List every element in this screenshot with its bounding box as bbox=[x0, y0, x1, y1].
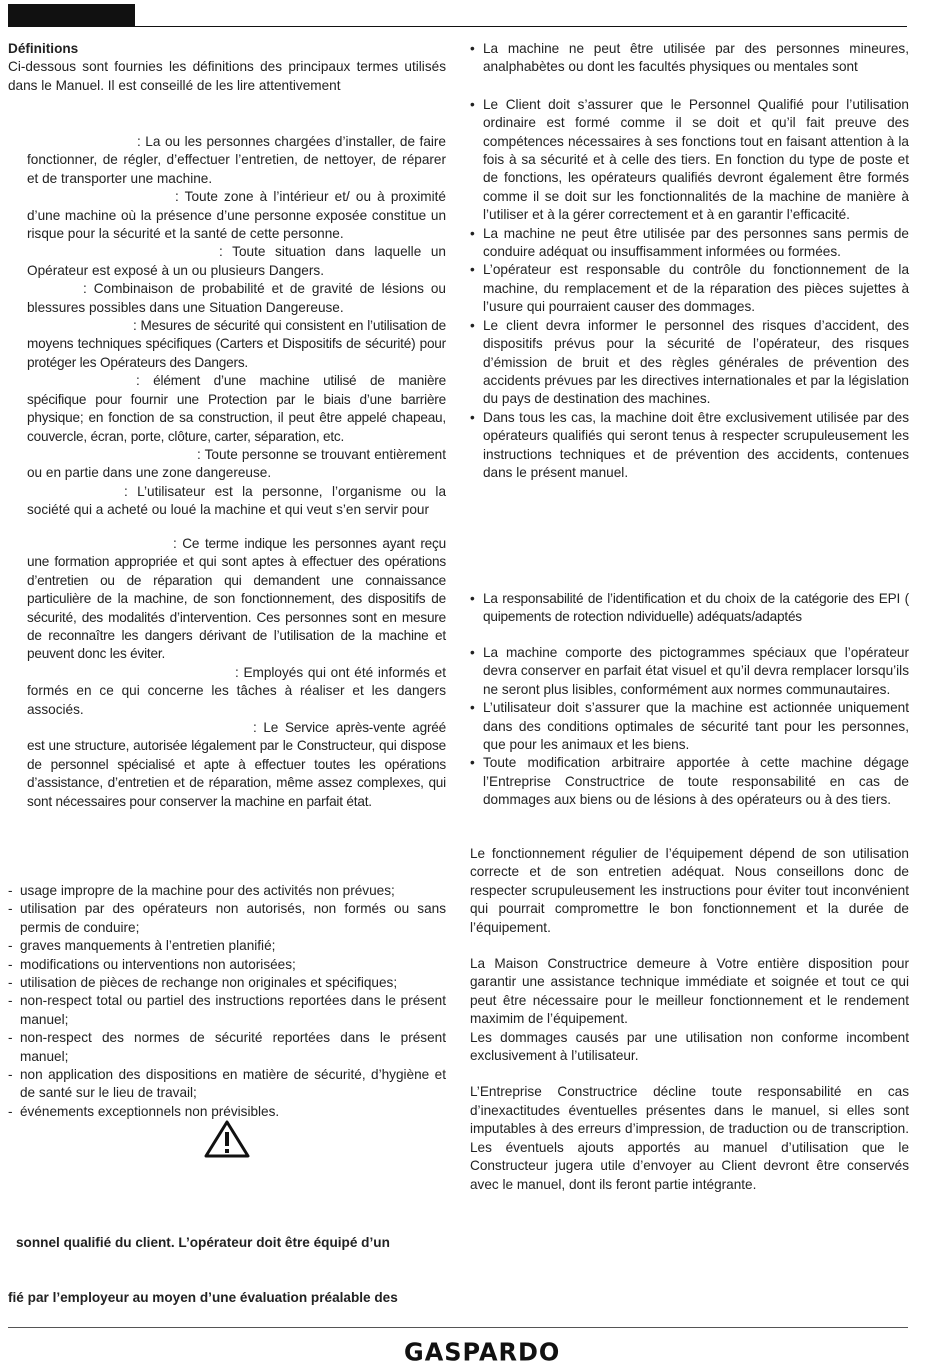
definition-guard: : élément d’une machine utilisé de manière spécifique pour fournir une Protection par le biais d’une barrière physique; en fonction de sa construction, il peut être appelé chapeau, couvercle, écran, porte, clôture, carter, séparation, etc. bbox=[27, 373, 446, 444]
list-item: - usage impropre de la machine pour des activités non prévues; bbox=[8, 882, 446, 900]
definition-danger-zone: : Toute zone à l’intérieur et/ ou à proximité d’une machine où la présence d’une personne exposée constitue un risque pour la sécurité et la santé de cette personne. bbox=[27, 189, 446, 242]
definitions-list-2 bbox=[8, 535, 446, 811]
list-item: • La machine ne peut être utilisée par des personnes sans permis de conduire adéquat ou insuffisamment informées ou formées. bbox=[470, 225, 909, 262]
list-item: - modifications ou interventions non autorisées; bbox=[8, 956, 446, 974]
header-rule bbox=[135, 26, 907, 27]
list-item: - non-respect des normes de sécurité reportées dans le présent manuel; bbox=[8, 1029, 446, 1066]
list-item: • Dans tous les cas, la machine doit être exclusivement utilisée par des opérateurs qualifiés qui seront tenus à respecter scrupuleusement les instructions techniques et de prévention des accidents, contenues dans le présent manuel. bbox=[470, 409, 909, 483]
right-paragraphs bbox=[470, 845, 909, 1194]
list-item: - non application des dispositions en matière de sécurité, d’hygiène et de santé sur le lieu de travail; bbox=[8, 1066, 446, 1103]
right-bullet-epi bbox=[470, 590, 909, 627]
intro-paragraph: Ci-dessous sont fournies les définitions des principaux termes utilisés dans le Manuel. Il est conseillé de les lire attentivement bbox=[8, 59, 446, 93]
bold-warning-line-2: fié par l’employeur au moyen d’une évaluation préalable des bbox=[8, 1290, 398, 1305]
definition-trained-employees: : Employés qui ont été informés et formés en ce qui concerne les tâches à réaliser et les dangers associés. bbox=[27, 664, 446, 717]
paragraph-regular-operation: Le fonctionnement régulier de l’équipement dépend de son utilisation correcte et de son entretien adéquat. Nous conseillons donc de respecter scrupuleusement les instructions pour éviter tout inconvénient qui pourrait compromettre le bon fonctionnement et la durée de l’équipement. bbox=[470, 846, 909, 935]
definition-operator: : La ou les personnes chargées d’installer, de faire fonctionner, de régler, d’effectuer l’entretien, de nettoyer, de réparer et de transporter une machine. bbox=[27, 134, 446, 186]
list-item: • Le Client doit s’assurer que le Personnel Qualifié pour l’utilisation ordinaire est formé comme il se doit et qu’il fait preuve des compétences nécessaires à ses fonctions tout en faisant attention à la fois à sa sécurité et à celle des tiers. En fonction du type de poste et de fonctions, les opérateurs qualifiés devront également être formés comme il se doit sur les fonctionnalités de la machine de manière à l’utiliser et à la gérer correctement et à en garantir l’efficacité. bbox=[470, 96, 909, 225]
footer-rule bbox=[8, 1327, 908, 1328]
list-item: - non-respect total ou partiel des instructions reportées dans le présent manuel; bbox=[8, 992, 446, 1029]
list-item: - graves manquements à l’entretien planifié; bbox=[8, 937, 446, 955]
right-bullets-a bbox=[470, 40, 909, 482]
paragraph-manufacturer-support: La Maison Constructrice demeure à Votre entière disposition pour garantir une assistance technique immédiate et soignée et tout ce qui peut être nécessaire pour le meilleur fonctionnement et le rendement maximim de l’équipement. bbox=[470, 956, 909, 1027]
list-item: • La responsabilité de l’identification et du choix de la catégorie des EPI ( quipements de rotection ndividuelle) adéquats/adaptés bbox=[470, 590, 909, 627]
definition-service-center: : Le Service après-vente agréé est une structure, autorisée légalement par le Constructeur, qui dispose de personnel spécialisé et apte à effectuer toutes les opérations d’assistance, d’entretien et de réparation, même assez complexes, qui sont nécessaires pour conserver la machine en parfait état. bbox=[27, 720, 446, 809]
list-item: • La machine ne peut être utilisée par des personnes mineures, analphabètes ou dont les facultés physiques ou mentales sont bbox=[470, 40, 909, 77]
paragraph-damages: Les dommages causés par une utilisation non conforme incombent exclusivement à l’utilisateur. bbox=[470, 1029, 909, 1064]
list-item: • Le client devra informer le personnel des risques d’accident, des dispositifs prévus pour la sécurité de l’opérateur, des risques d’émission de bruit et des règles générales de prévention des accidents prévues par les directives internationales et par la législation du pays de destination des machines. bbox=[470, 317, 909, 409]
bold-warning-line-1: sonnel qualifié du client. L’opérateur doit être équipé d’un bbox=[16, 1235, 390, 1250]
left-column bbox=[8, 40, 446, 95]
definition-exposed-person: : Toute personne se trouvant entièrement ou en partie dans une zone dangereuse. bbox=[27, 446, 446, 481]
paragraph-disclaimer: L’Entreprise Constructrice décline toute responsabilité en cas d’inexactitudes éventuelles présentes dans le manuel, si elles sont imputables à des erreurs d’impression, de traduction ou de transcription. Les éventuels ajouts apportés au manuel d’utilisation que le Constructeur jugera utile d’envoyer au Client devront être conservés avec le manuel, dont ils feront partie intégrante. bbox=[470, 1084, 909, 1192]
section-heading: Définitions bbox=[8, 41, 79, 56]
right-bullets-b bbox=[470, 644, 909, 810]
definition-qualified-personnel: : Ce terme indique les personnes ayant reçu une formation appropriée et qui sont aptes à effectuer des opérations d’entretien ou de réparation qui demandent une connaissance particulière de la machine, de son fonctionnement, des dispositifs de sécurité, des modalités d’intervention. Ces personnes sont en mesure de reconnaître les dangers dérivant de l’utilisation de la machine et peuvent donc les éviter. bbox=[27, 536, 446, 662]
definition-protection: : Mesures de sécurité qui consistent en l’utilisation de moyens techniques spécifiques (Carters et Dispositifs de sécurité) pour protéger les Opérateurs des Dangers. bbox=[27, 318, 446, 370]
warning-triangle-icon bbox=[204, 1120, 250, 1158]
definition-risk: : Combinaison de probabilité et de gravité de lésions ou blessures possibles dans une Situation Dangereuse. bbox=[27, 281, 446, 315]
gaspardo-logo: GASPARDO bbox=[404, 1337, 561, 1367]
list-item: • Toute modification arbitraire apportée à cette machine dégage l’Entreprise Constructrice de toute responsabilité en cas de dommages aux biens ou de lésions à des opérateurs ou à des tiers. bbox=[470, 754, 909, 809]
list-item: • La machine comporte des pictogrammes spéciaux que l’opérateur devra conserver en parfait état visuel et qu’il devra remplacer lorsqu’ils ne seront plus lisibles, conformément aux normes communautaires. bbox=[470, 644, 909, 699]
list-item: - utilisation par des opérateurs non autorisés, non formés ou sans permis de conduire; bbox=[8, 900, 446, 937]
definition-dangerous-situation: : Toute situation dans laquelle un Opérateur est exposé à un ou plusieurs Dangers. bbox=[27, 244, 446, 278]
definitions-list bbox=[8, 133, 446, 520]
header-tab-block bbox=[8, 4, 135, 27]
list-item: - événements exceptionnels non prévisibles. bbox=[8, 1103, 446, 1121]
list-item: • L’opérateur est responsable du contrôle du fonctionnement de la machine, du remplacement et de la réparation des pièces sujettes à l’usure qui pourraient causer des dommages. bbox=[470, 261, 909, 316]
list-item: - utilisation de pièces de rechange non originales et spécifiques; bbox=[8, 974, 446, 992]
liability-exclusions bbox=[8, 882, 446, 1121]
definition-user: : L’utilisateur est la personne, l’organisme ou la société qui a acheté ou loué la machine et qui veut s’en servir pour bbox=[27, 483, 446, 518]
list-item: • L’utilisateur doit s’assurer que la machine est actionnée uniquement dans des conditions optimales de sécurité tant pour les personnes, que pour les animaux et les biens. bbox=[470, 699, 909, 754]
